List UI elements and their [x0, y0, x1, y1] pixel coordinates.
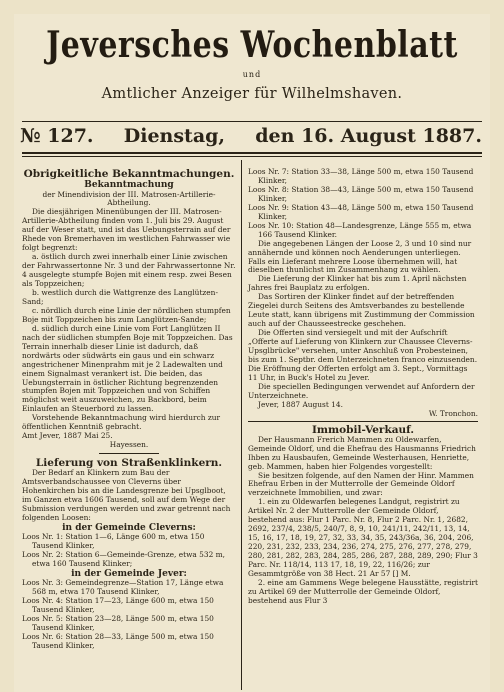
lot-text: Station 6—Gemeinde-Grenze, etwa 532 m, etwa 160 Tausend Klinker;: [32, 550, 225, 569]
supply-paragraph: Die angegebenen Längen der Loose 2, 3 und 10 sind nur annähernde und können noch Aenderungen unterliegen. Falls ein Lieferant mehrere Loose übernehmen will, hat dieselben thunlichst im Zusammenhang zu wählen.: [248, 238, 472, 275]
divider: [248, 421, 478, 422]
gemeinde-jever: in der Gemeinde Jever:: [71, 568, 187, 579]
lot-number: Loos Nr. 2:: [22, 550, 64, 560]
lot-number: Loos Nr. 1:: [22, 532, 64, 542]
masthead-subtitle: Amtlicher Anzeiger für Wilhelmshaven.: [101, 86, 403, 102]
notice-signature: Hayessen.: [109, 440, 149, 450]
lot-number: Loos Nr. 3:: [22, 578, 64, 588]
rule-top: [22, 121, 482, 122]
supply-date: Jever, 1887 August 14.: [258, 399, 343, 409]
supply-paragraph: Die Offerten sind versiegelt und mit der Aufschrift „Offerte auf Lieferung von Klinkern zur Chaussee Cleverns-Upsglbrücke" versehen, unter Anschluß von Probesteinen, bis zum 1. Septbr. dem Unterzeichneten franco einzusenden. Die Eröffnung der Offerten erfolgt am 3. Sept., Vormittags 11 Uhr, in Buck's Hotel zu Jever.: [248, 328, 478, 382]
lot-text: Station 17—23, Länge 600 m, etwa 150 Tausend Klinker,: [32, 596, 214, 615]
masthead-und: und: [242, 70, 262, 79]
immobil-paragraph: Der Hausmann Frerich Mammen zu Oldewarfen, Gemeinde Oldorf, und die Ehefrau des Hausmanns Friedrich Ihben zu Hausbaufen, Gemeinde Westerhausen, Henriette, geb. Mammen, haben hier Folgendes vorgestellt:: [248, 434, 476, 471]
immobil-heading: Immobil-Verkauf.: [312, 423, 414, 436]
lot-text: Station 33—38, Länge 500 m, etwa 150 Tausend Klinker,: [258, 167, 474, 185]
notice-item-d: d. südlich durch eine Linie vom Fort Langlützen II nach der südlichen stumpfen Boje mit Toppzeichen. Das Terrain innerhalb dieser Linie ist dadurch, daß nordwärts oder südwärts ein gaus und ein schwarz angestrichener Minenprahm mit je 2 Ladewalten und einem Signalmast verankert ist. Die beiden, das Uebungsterrain in östlicher Richtung begrenzenden stumpfen Bojen mit Toppzeichen und von Schiffen möglichst weit auszuweichen, zu Backbord, beim Einlaufen an Steuerbord zu lassen.: [22, 323, 233, 414]
immobil-item: 2. eine am Gammens Wege belegene Hausstätte, registrirt zu Artikel 69 der Mutterrolle der Gemeinde Oldorf, bestehend aus Flur 3: [248, 577, 478, 605]
lot-number: Loos Nr. 4:: [22, 596, 64, 606]
issue-line: [20, 125, 482, 147]
column-left: [22, 168, 236, 651]
lot-text: Station 28—33, Länge 500 m, etwa 150 Tausend Klinker,: [32, 632, 214, 651]
gemeinde-cleverns: in der Gemeinde Cleverns:: [62, 522, 196, 533]
lot-text: Gemeindegrenze—Station 17, Länge etwa 568 m, etwa 170 Tausend Klinker,: [32, 578, 224, 597]
lot-row: [22, 533, 236, 551]
notice-date: Amt Jever, 1887 Mai 25.: [22, 431, 113, 441]
notice-item-a: a. östlich durch zwei innerhalb einer Linie zwischen der Fahrwassertonne Nr. 3 und der Fahrwassertonne Nr. 4 ausgelegte stumpfe Bojen mit einem resp. zwei Besen als Toppzeichen;: [22, 252, 236, 289]
supply-paragraph: Der Bedarf an Klinkern zum Bau der Amtsverbandschaussee von Cleverns über Hohenkirchen bis an die Landesgrenze bei Upsglboot, im Ganzen etwa 1606 Tausend, soll auf dem Wege der Submission verdungen werden und zwar getrennt nach folgenden Loosen:: [22, 467, 231, 522]
supply-paragraph: Die speciellen Bedingungen verwendet auf Anfordern der Unterzeichnete.: [248, 381, 475, 400]
rule-under-date-thin: [22, 156, 482, 157]
lot-text: Station 48—Landesgrenze, Länge 555 m, etwa 166 Tausend Klinker.: [258, 220, 472, 239]
lot-text: Station 43—48, Länge 500 m, etwa 150 Tausend Klinker,: [258, 202, 474, 221]
masthead-title: Jeversches Wochenblatt: [46, 24, 458, 67]
notice-paragraph: Die diesjährigen Minenübungen der III. Matrosen-Artillerie-Abtheilung finden vom 1. Juli bis 29. August auf der Weser statt, und ist das Uebungsterrain auf der Rhede von Bremerhaven im westlichen Fahrwasser wie folgt begrenzt:: [22, 207, 231, 253]
supply-heading: Lieferung von Straßenklinkern.: [35, 456, 223, 469]
notice-subheading: der Minendivision der III. Matrosen-Artillerie-Abtheilung.: [42, 189, 216, 208]
lot-number: Loos Nr. 7:: [248, 167, 290, 176]
lot-row: [22, 551, 236, 569]
lot-row: [248, 222, 478, 240]
immobil-paragraph: Sie besitzen folgende, auf den Namen der Hinr. Mammen Ehefrau Erben in der Mutterrolle der Gemeinde Oldorf verzeichnete Immobilien, und zwar:: [248, 470, 474, 498]
supply-paragraph: Die Lieferung der Klinker hat bis zum 1. April nächsten Jahres frei Bauplatz zu erfolgen.: [248, 274, 467, 293]
supply-signature: W. Tronchon.: [428, 408, 478, 418]
lot-row: [248, 186, 478, 204]
supply-paragraph: Das Sortiren der Klinker findet auf der betreffenden Ziegelei durch Seitens des Amtsverbandes zu bestellende Leute statt, kann übrigens mit Zustimmung der Commission auch auf der Chausseestrecke geschehen.: [248, 292, 475, 329]
lot-number: Loos Nr. 6:: [22, 632, 64, 642]
issue-number: № 127.: [20, 125, 94, 147]
divider: [99, 453, 159, 454]
issue-date: den 16. August 1887.: [255, 125, 482, 147]
immobil-item: 1. ein zu Oldewarfen belegenes Landgut, registrirt zu Artikel Nr. 2 der Mutterrolle der Gemeinde Oldorf, bestehend aus: Flur 1 Parc. Nr. 8, Flur 2 Parc. Nr. 1, 2682, 2692, 237/4, 238/5, 240/7, 8, 9, 10, 241/11, 242/11, 13, 14, 15, 16, 17, 18, 19, 27, 32, 33, 34, 35, 243/36a, 36, 204, 206, 220, 231, 232, 233, 234, 236, 274, 275, 276, 277, 278, 279, 280, 281, 282, 283, 284, 285, 286, 287, 288, 289, 290; Flur 3 Parc. Nr. 118/14, 113 17, 18, 19, 22, 116/26; zur Gesammtgröße von 38 Hect. 21 Ar 57 [] M.: [248, 497, 478, 578]
rule-under-date: [22, 152, 482, 154]
lot-number: Loos Nr. 9:: [248, 202, 290, 212]
lot-row: [248, 204, 478, 222]
lot-number: Loos Nr. 5:: [22, 614, 64, 624]
lot-text: Station 38—43, Länge 500 m, etwa 150 Tausend Klinker,: [258, 184, 474, 203]
lot-text: Station 23—28, Länge 500 m, etwa 150 Tausend Klinker,: [32, 614, 214, 633]
notice-item-b: b. westlich durch die Wattgrenze des Langlützen-Sand;: [22, 287, 218, 306]
lot-row: [22, 597, 236, 615]
official-notices-heading: Obrigkeitliche Bekanntmachungen.: [23, 168, 235, 180]
notice-footer: Vorstehende Bekanntmachung wird hierdurch zur öffentlichen Kenntniß gebracht.: [22, 413, 221, 432]
notice-item-c: c. nördlich durch eine Linie der nördlichen stumpfen Boje mit Toppzeichen bis zum Langlützen-Sande;: [22, 305, 231, 324]
lot-text: Station 1—6, Länge 600 m, etwa 150 Tausend Klinker,: [32, 532, 205, 551]
lot-row: [22, 633, 236, 651]
column-divider: [241, 160, 242, 690]
column-right: [248, 168, 478, 606]
lot-row: [22, 615, 236, 633]
lot-row: [22, 579, 236, 597]
lot-number: Loos Nr. 10:: [248, 220, 294, 230]
lot-number: Loos Nr. 8:: [248, 184, 290, 194]
issue-weekday: Dienstag,: [123, 125, 226, 147]
notice-heading: Bekanntmachung: [84, 180, 174, 190]
lot-row: [248, 168, 478, 186]
